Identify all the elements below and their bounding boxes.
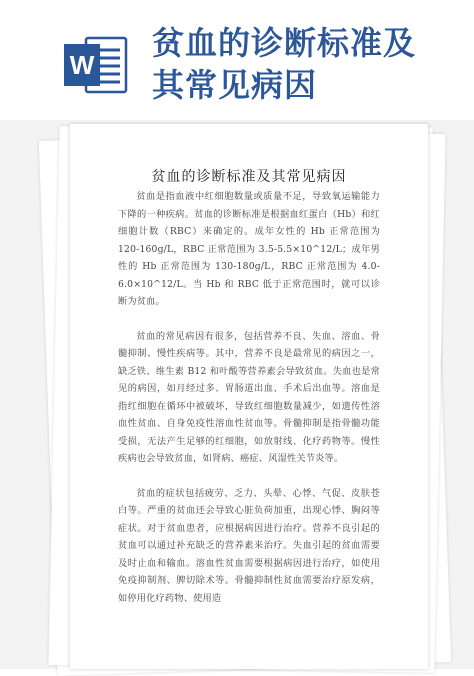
paragraph: 贫血的常见病因有很多，包括营养不良、失血、溶血、骨髓抑制、慢性疾病等。其中，营养不良是最常见的病因之一，缺乏铁、维生素 B12 和叶酸等营养素会导致贫血。失血也是常见的病因，如月经过多、胃肠道出血、手术后出血等。溶血是指红细胞在循环中被破坏，导致红细胞数量减少，如遗传性溶血性贫血、自身免疫性溶血性贫血等。骨髓抑制是指骨髓功能受损，无法产生足够的红细胞，如放射线、化疗药物等。慢性疾病也会导致贫血，如肾病、癌症、风湿性关节炎等。 — [118, 330, 380, 464]
document-title: 贫血的诊断标准及其常见病因 — [151, 169, 347, 185]
page-title — [152, 22, 462, 106]
page-title-line-2: 其常见病因 — [152, 66, 318, 104]
paragraph: 贫血的症状包括疲劳、乏力、头晕、心悸、气促、皮肤苍白等。严重的贫血还会导致心脏负荷加重，出现心悸、胸闷等症状。对于贫血患者，应根据病因进行治疗。营养不良引起的贫血可以通过补充缺乏的营养素来治疗。失血引起的贫血需要及时止血和输血。溶血性贫血需要根据病因进行治疗，如使用免疫抑制剂、脾切除术等。骨髓抑制性贫血需要治疗原发病，如停用化疗药物、使用造 — [118, 487, 380, 604]
document-page — [70, 124, 428, 669]
paragraph: 贫血是指血液中红细胞数量或质量不足，导致氧运输能力下降的一种疾病。贫血的诊断标准是根据血红蛋白（Hb）和红细胞计数（RBC）来确定的。成年女性的 Hb 正常范围为 120-160g/L，RBC 正常范围为 3.5-5.5×10^12/L；成年男性的 Hb 正常范围为 130-180g/L，RBC 正常范围为 4.0-6.0×10^12/L。当 Hb 和 RBC 低于正常范围时，就可以诊断为贫血。 — [118, 191, 380, 307]
document-body — [118, 188, 380, 624]
page-title-line-1: 贫血的诊断标准及 — [152, 24, 417, 62]
word-document-icon — [60, 28, 132, 100]
header-banner — [0, 0, 474, 120]
word-logo-letter: W — [69, 50, 95, 80]
